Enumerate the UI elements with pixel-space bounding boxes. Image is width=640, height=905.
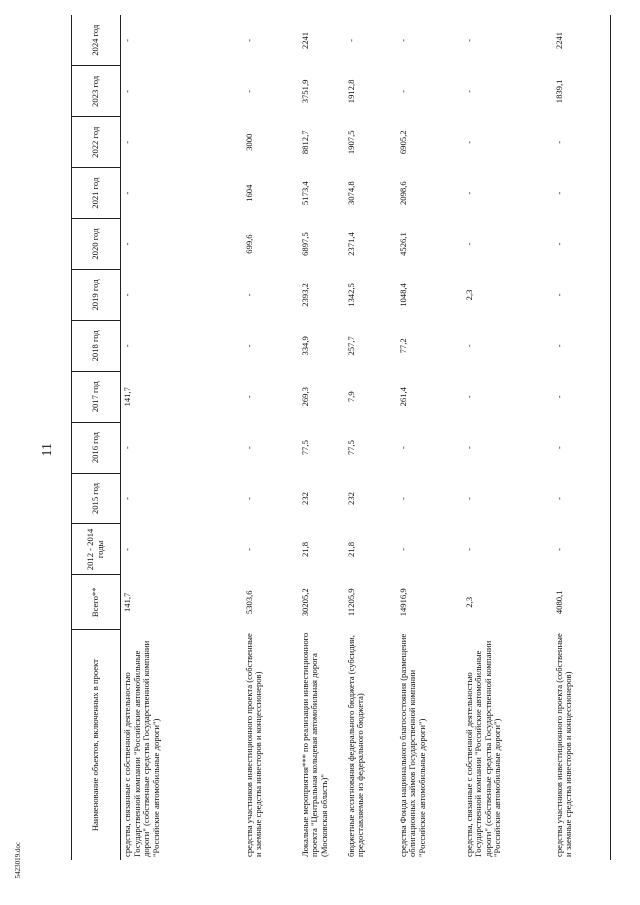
year-value-cell: 77,5 (345, 440, 356, 456)
rotated-table-container (71, 15, 574, 860)
year-value-cell: - (463, 547, 474, 551)
total-cell: 141,7 (122, 592, 132, 612)
year-value-cell: - (243, 395, 254, 399)
year-value-cell: 261,4 (397, 387, 408, 407)
year-value-cell: 1907,5 (345, 130, 356, 155)
page-number: 11 (40, 443, 55, 457)
year-value-cell: - (553, 524, 611, 575)
year-value-cell: - (243, 344, 254, 348)
year-value-cell: - (463, 395, 474, 399)
table-row (345, 15, 397, 860)
year-value-cell: 269,3 (299, 387, 310, 407)
year-value-cell: - (345, 39, 356, 42)
year-value-cell: - (463, 140, 474, 144)
year-value-cell: 232 (299, 492, 310, 505)
year-value-cell: - (463, 242, 474, 246)
year-value-cell: 1604 (243, 184, 254, 202)
year-value-cell: - (243, 293, 254, 297)
financing-table (71, 15, 611, 860)
header-2012-2014: 2012 - 2014 годы (72, 524, 121, 575)
total-cell: 11205,9 (345, 588, 356, 617)
table-row (463, 15, 553, 860)
year-value-cell: - (553, 320, 611, 371)
year-value-cell: 141,7 (122, 387, 132, 407)
year-value-cell: 1342,5 (345, 283, 356, 307)
year-value-cell: 334,9 (299, 336, 310, 356)
year-value-cell: - (243, 89, 254, 93)
year-value-cell: - (553, 422, 611, 473)
header-2018: 2018 год (72, 320, 121, 371)
header-2022: 2022 год (72, 117, 121, 168)
year-value-cell: - (397, 39, 408, 42)
year-value-cell: 2371,4 (345, 232, 356, 256)
year-value-cell: 2098,6 (397, 181, 408, 205)
table-row (553, 15, 611, 860)
year-value-cell: 232 (345, 492, 356, 505)
year-value-cell: - (243, 547, 254, 551)
year-value-cell: 3000 (243, 133, 254, 151)
year-value-cell: 6905,2 (397, 130, 408, 155)
row-name-cell: средства, связанные с собственной деятельностью Государственной компании "Российские автомобильные дороги" (собственные средства Государственной компании "Российские автомобильные дороги") (122, 640, 161, 857)
table-row (121, 15, 243, 860)
total-cell: 5303,6 (243, 590, 254, 615)
year-value-cell: - (397, 497, 408, 500)
year-value-cell: 2241 (553, 15, 611, 66)
year-value-cell: 8812,7 (299, 130, 310, 155)
header-2016: 2016 год (72, 422, 121, 473)
table-row (397, 15, 463, 860)
year-value-cell: - (243, 39, 254, 42)
year-value-cell: - (397, 547, 408, 551)
year-value-cell: 77,2 (397, 338, 408, 354)
year-value-cell: 1839,1 (553, 66, 611, 117)
year-value-cell: - (553, 168, 611, 219)
header-2020: 2020 год (72, 219, 121, 270)
year-value-cell: 257,7 (345, 336, 356, 356)
year-value-cell: - (122, 89, 132, 93)
header-2015: 2015 год (72, 473, 121, 524)
year-value-cell: 2241 (299, 31, 310, 50)
footer-filename: 5423019.doc (14, 842, 22, 879)
table-row (299, 15, 345, 860)
year-value-cell: - (122, 242, 132, 246)
year-value-cell: - (243, 497, 254, 500)
header-2024: 2024 год (72, 15, 121, 66)
total-cell: 30205,2 (299, 588, 310, 617)
row-name-cell: средства участников инвестиционного проекта (собственные и заемные средства инвесторов и концессионеров) (553, 630, 611, 860)
year-value-cell: 699,6 (243, 234, 254, 254)
year-value-cell: - (122, 140, 132, 144)
year-value-cell: 4526,1 (397, 232, 408, 256)
year-value-cell: - (122, 344, 132, 348)
year-value-cell: - (463, 446, 474, 450)
table-row (243, 15, 299, 860)
header-2017: 2017 год (72, 371, 121, 422)
year-value-cell: 5173,4 (299, 181, 310, 205)
row-name-cell: средства Фонда национального благосостояния (размещение облигационных займов Государственной компании "Российские автомобильные дороги") (397, 633, 427, 857)
year-value-cell: 3751,9 (299, 79, 310, 104)
table-body (121, 15, 611, 860)
header-2021: 2021 год (72, 168, 121, 219)
year-value-cell: 1048,4 (397, 283, 408, 307)
header-total: Всего** (72, 575, 121, 630)
year-value-cell: 21,8 (345, 541, 356, 557)
year-value-cell: - (553, 473, 611, 524)
year-value-cell: - (553, 371, 611, 422)
year-value-cell: - (553, 117, 611, 168)
row-name-cell: бюджетные ассигнования федерального бюджета (субсидии, предоставляемые из федерального бюджета) (345, 635, 366, 857)
year-value-cell: - (463, 89, 474, 93)
year-value-cell: - (553, 270, 611, 321)
year-value-cell: 1912,8 (345, 79, 356, 104)
row-name-cell: средства участников инвестиционного проекта (собственные и заемные средства инвесторов и концессионеров) (243, 633, 264, 857)
total-cell: 4080,1 (553, 575, 611, 630)
year-value-cell: - (243, 446, 254, 450)
total-cell: 2,3 (463, 596, 474, 608)
year-value-cell: 77,5 (299, 440, 310, 456)
year-value-cell: 3074,8 (345, 181, 356, 205)
year-value-cell: 21,8 (299, 541, 310, 557)
year-value-cell: 7,9 (345, 391, 356, 403)
year-value-cell: - (553, 219, 611, 270)
year-value-cell: - (122, 39, 132, 42)
year-value-cell: - (122, 446, 132, 450)
year-value-cell: 2,3 (463, 289, 474, 301)
header-2019: 2019 год (72, 270, 121, 321)
year-value-cell: - (397, 446, 408, 450)
table-header-row (72, 15, 121, 860)
year-value-cell: - (463, 497, 474, 500)
year-value-cell: - (397, 89, 408, 93)
total-cell: 14916,9 (397, 588, 408, 617)
year-value-cell: 6897,5 (299, 232, 310, 256)
row-name-cell: средства, связанные с собственной деятельностью Государственной компании "Российские автомобильные дороги" (собственные средства Государственной компании "Российские автомобильные дороги") (463, 640, 503, 857)
year-value-cell: 2393,2 (299, 283, 310, 307)
year-value-cell: - (122, 497, 132, 500)
year-value-cell: - (463, 39, 474, 42)
year-value-cell: - (122, 191, 132, 195)
year-value-cell: - (122, 547, 132, 551)
year-value-cell: - (463, 191, 474, 195)
year-value-cell: - (463, 344, 474, 348)
table-region (71, 15, 574, 860)
year-value-cell: - (122, 293, 132, 297)
header-2023: 2023 год (72, 66, 121, 117)
row-name-cell: Локальные мероприятия*** по реализации инвестиционного проекта "Центральная кольцевая автомобильная дорога (Московская область)" (299, 632, 329, 857)
header-name: Наименование объектов, включенных в проект (72, 630, 121, 860)
